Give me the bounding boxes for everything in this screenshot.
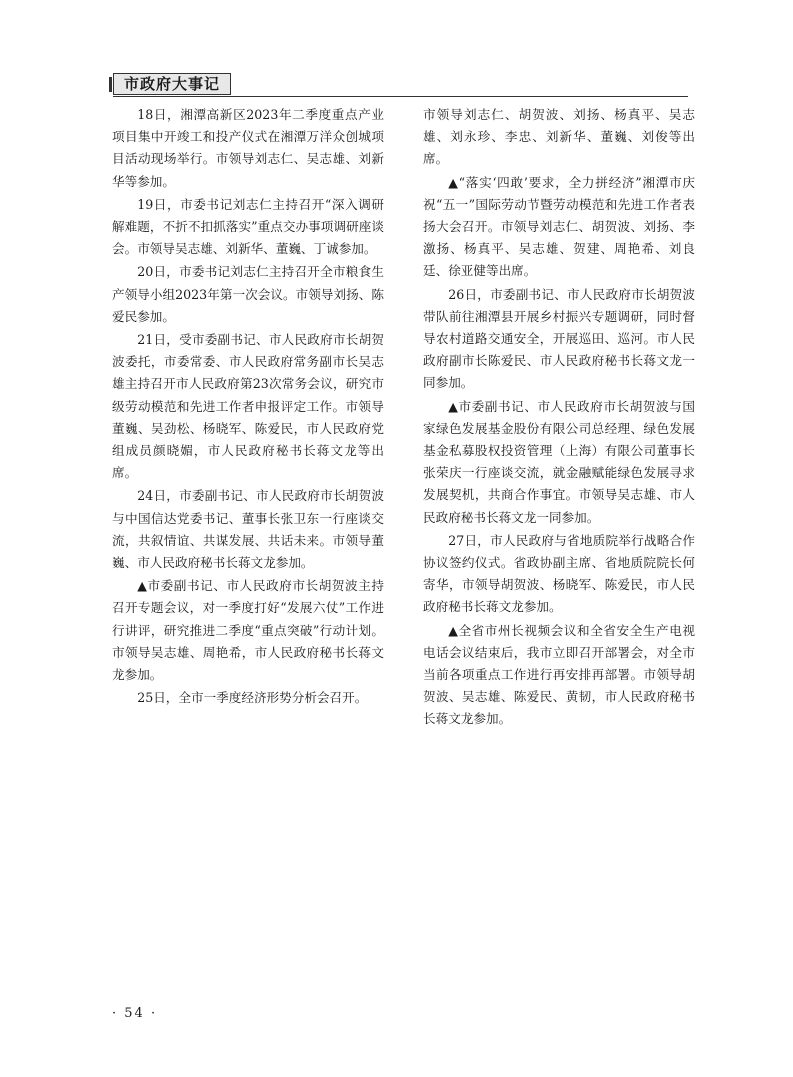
paragraph: ▲市委副书记、市人民政府市长胡贺波与国家绿色发展基金股份有限公司总经理、绿色发展基金私募股权投资管理（上海）有限公司董事长张荣庆一行座谈交流，就金融赋能绿色发展寻求发展契机，共商合作事宜。市领导吴志雄、市人民政府秘书长蒋文龙一同参加。 [423,398,695,525]
header-divider [113,96,688,97]
paragraph: 26日，市委副书记、市人民政府市长胡贺波带队前往湘潭县开展乡村振兴专题调研，同时督导农村道路交通安全，开展巡田、巡河。市人民政府副市长陈爱民、市人民政府秘书长蒋文龙一同参加。 [423,286,695,391]
paragraph: 24日，市委副书记、市人民政府市长胡贺波与中国信达党委书记、董事长张卫东一行座谈交流，共叙情谊、共谋发展、共话未来。市领导董巍、市人民政府秘书长蒋文龙参加。 [112,488,384,571]
paragraph: 21日，受市委副书记、市人民政府市长胡贺波委托，市委常委、市人民政府常务副市长吴志雄主持召开市人民政府第23次常务会议，研究市级劳动模范和先进工作者申报评定工作。市领导董巍、吴劲松、杨晓军、陈爱民，市人民政府党组成员颜晓媚，市人民政府秘书长蒋文龙等出席。 [112,332,384,481]
left-column [112,104,384,710]
paragraph: ▲市委副书记、市人民政府市长胡贺波主持召开专题会议，对一季度打好“发展六仗”工作进行讲评，研究推进二季度“重点突破”行动计划。市领导吴志雄、周艳希，市人民政府秘书长蒋文龙参加。 [112,578,384,683]
paragraph: 27日，市人民政府与省地质院举行战略合作协议签约仪式。省政协副主席、省地质院院长何寄华，市领导胡贺波、杨晓军、陈爱民，市人民政府秘书长蒋文龙参加。 [423,532,695,615]
paragraph: ▲“落实‘四敢’要求，全力拼经济”湘潭市庆祝“五一”国际劳动节暨劳动模范和先进工作者表扬大会召开。市领导刘志仁、胡贺波、刘扬、李激扬、杨真平、吴志雄、贺建、周艳希、刘良廷、徐亚健等出席。 [423,174,695,279]
section-header [113,73,243,95]
paragraph: 25日，全市一季度经济形势分析会召开。 [137,690,368,706]
paragraph: 19日，市委书记刘志仁主持召开“深入调研解难题，不折不扣抓落实”重点交办事项调研座谈会。市领导吴志雄、刘新华、董巍、丁诚参加。 [112,196,384,257]
section-title: 市政府大事记 [113,73,231,95]
paragraph: 20日，市委书记刘志仁主持召开全市粮食生产领导小组2023年第一次会议。市领导刘扬、陈爱民参加。 [112,264,384,324]
paragraph: 18日，湘潭高新区2023年二季度重点产业项目集中开竣工和投产仪式在湘潭万洋众创城项目活动现场举行。市领导刘志仁、吴志雄、刘新华等参加。 [112,107,384,189]
paragraph: ▲全省市州长视频会议和全省安全生产电视电话会议结束后，我市立即召开部署会，对全市当前各项重点工作进行再安排再部署。市领导胡贺波、吴志雄、陈爱民、黄韧，市人民政府秘书长蒋文龙参加。 [423,622,695,727]
paragraph-continuation: 市领导刘志仁、胡贺波、刘扬、杨真平、吴志雄、刘永珍、李忠、刘新华、董巍、刘俊等出席。 [423,107,695,167]
page-number: · 54 · [112,1006,158,1021]
right-column [423,104,695,732]
